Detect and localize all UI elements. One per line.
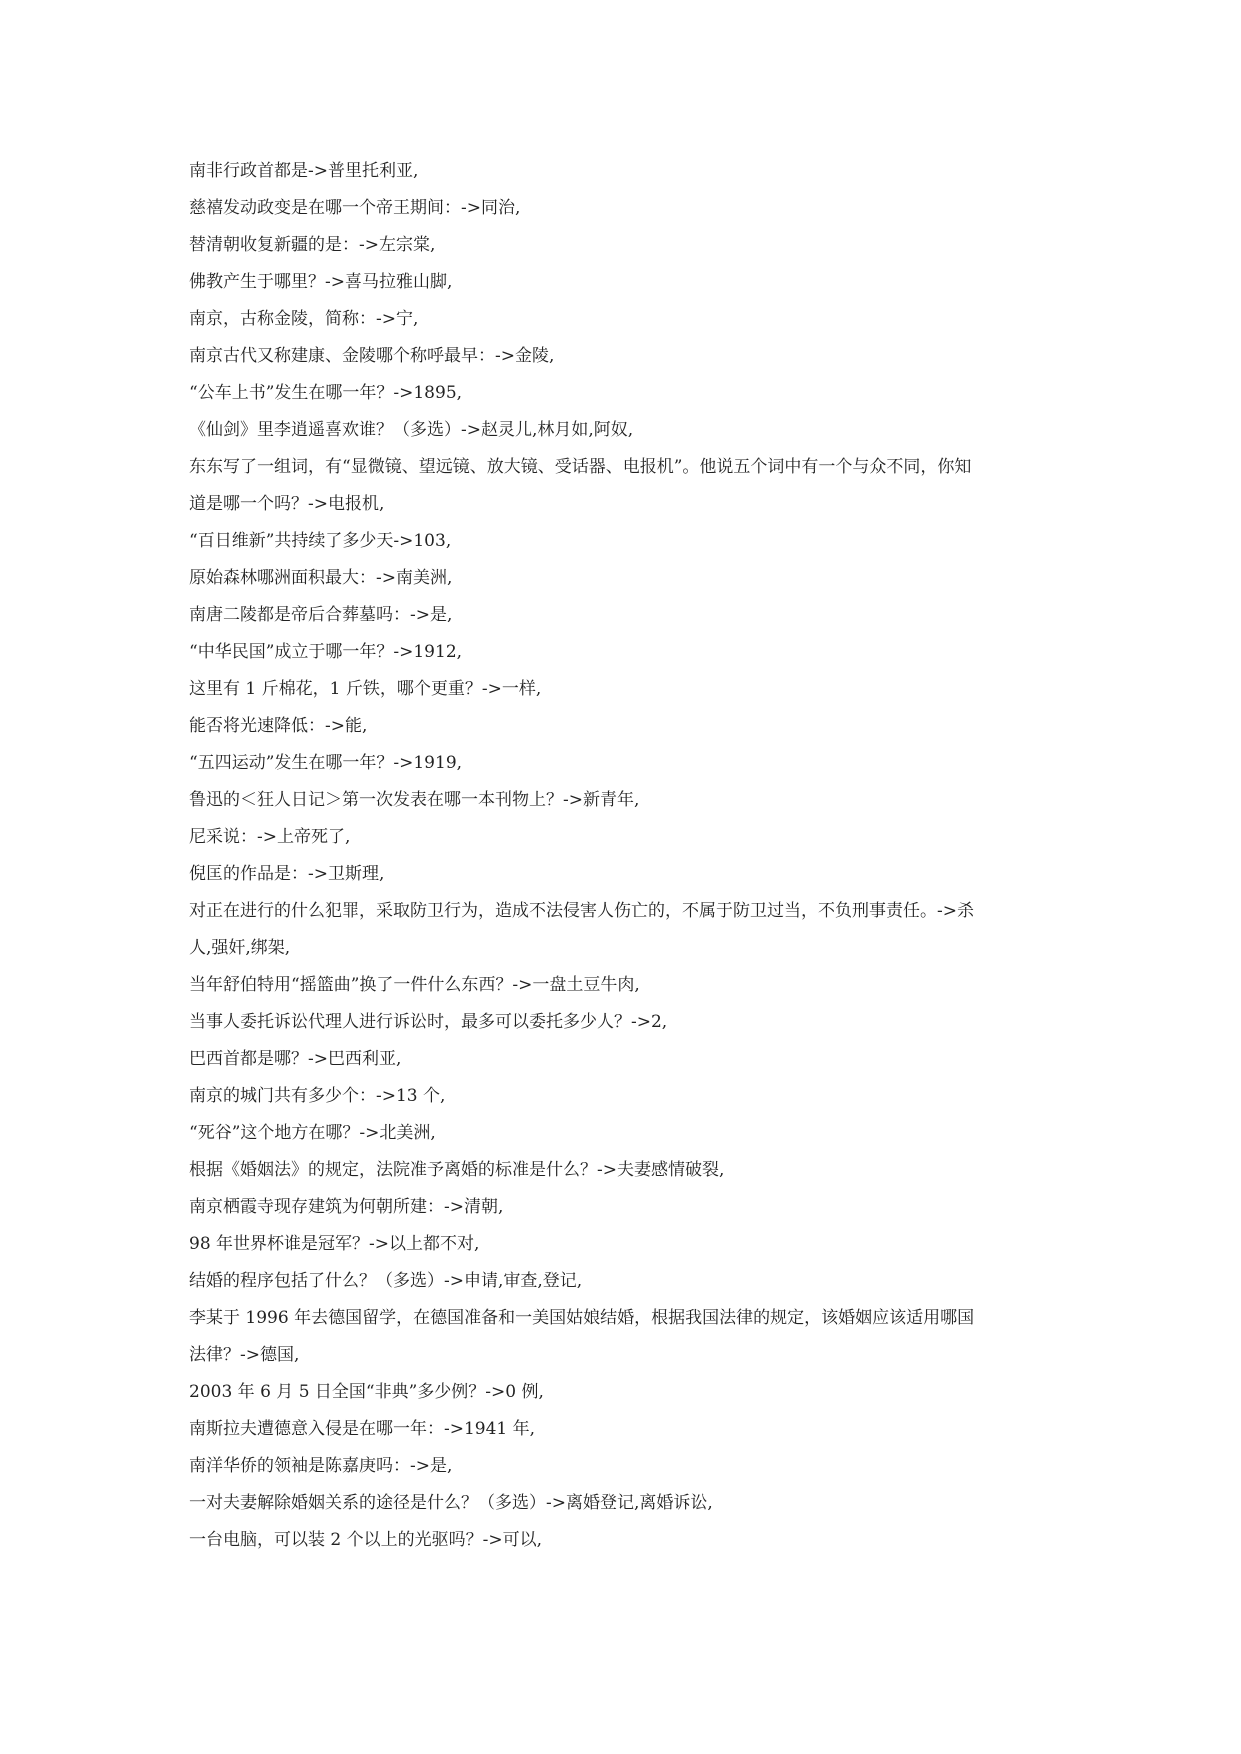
text-line: 能否将光速降低：->能, (189, 716, 368, 736)
text-line: 南京古代又称建康、金陵哪个称呼最早：->金陵, (189, 346, 555, 366)
text-line: 这里有 1 斤棉花，1 斤铁，哪个更重？->一样, (189, 679, 542, 699)
text-line: “百日维新”共持续了多少天->103, (189, 531, 452, 551)
text-line: 一对夫妻解除婚姻关系的途径是什么？（多选）->离婚登记,离婚诉讼, (189, 1493, 713, 1513)
text-line: 倪匡的作品是：->卫斯理, (189, 864, 385, 884)
text-line: 法律？->德国, (189, 1345, 300, 1365)
text-line: 南非行政首都是->普里托利亚, (189, 161, 419, 181)
text-line: 对正在进行的什么犯罪，采取防卫行为，造成不法侵害人伤亡的，不属于防卫过当，不负刑事责任。->杀 (189, 901, 974, 921)
text-line: 南洋华侨的领袖是陈嘉庚吗：->是, (189, 1456, 453, 1476)
text-line: 人,强奸,绑架, (189, 938, 291, 958)
text-line: 鲁迅的＜狂人日记＞第一次发表在哪一本刊物上？->新青年, (189, 790, 640, 810)
text-line: 尼采说：->上帝死了, (189, 827, 351, 847)
text-line: 一台电脑，可以装 2 个以上的光驱吗？->可以, (189, 1530, 543, 1550)
text-line: 替清朝收复新疆的是：->左宗棠, (189, 235, 436, 255)
text-line: 2003 年 6 月 5 日全国“非典”多少例？->0 例, (189, 1382, 544, 1402)
text-line: 结婚的程序包括了什么？（多选）->申请,审查,登记, (189, 1271, 583, 1291)
quiz-text-body (189, 153, 1055, 1559)
text-line: 当事人委托诉讼代理人进行诉讼时，最多可以委托多少人？->2, (189, 1012, 668, 1032)
text-line: 南京，古称金陵，简称：->宁, (189, 309, 419, 329)
text-line: 慈禧发动政变是在哪一个帝王期间：->同治, (189, 198, 521, 218)
text-line: 《仙剑》里李逍遥喜欢谁？（多选）->赵灵儿,林月如,阿奴, (189, 420, 634, 440)
text-line: 东东写了一组词，有“显微镜、望远镜、放大镜、受话器、电报机”。他说五个词中有一个与众不同，你知 (189, 457, 972, 477)
text-line: “公车上书”发生在哪一年？->1895, (189, 383, 463, 403)
text-line: 南斯拉夫遭德意入侵是在哪一年：->1941 年, (189, 1419, 536, 1439)
text-line: 当年舒伯特用“摇篮曲”换了一件什么东西？->一盘土豆牛肉, (189, 975, 640, 995)
text-line: “五四运动”发生在哪一年？->1919, (189, 753, 463, 773)
text-line: 南京的城门共有多少个：->13 个, (189, 1086, 446, 1106)
text-line: 南唐二陵都是帝后合葬墓吗：->是, (189, 605, 453, 625)
text-line: 根据《婚姻法》的规定，法院准予离婚的标准是什么？->夫妻感情破裂, (189, 1160, 725, 1180)
text-line: 佛教产生于哪里？->喜马拉雅山脚, (189, 272, 453, 292)
text-line: 98 年世界杯谁是冠军？->以上都不对, (189, 1234, 480, 1254)
text-line: 道是哪一个吗？->电报机, (189, 494, 385, 514)
text-line: 原始森林哪洲面积最大：->南美洲, (189, 568, 453, 588)
text-line: “死谷”这个地方在哪？->北美洲, (189, 1123, 436, 1143)
text-line: 李某于 1996 年去德国留学，在德国准备和一美国姑娘结婚，根据我国法律的规定，该婚姻应该适用哪国 (189, 1308, 975, 1328)
text-line: 南京栖霞寺现存建筑为何朝所建：->清朝, (189, 1197, 504, 1217)
text-line: 巴西首都是哪？->巴西利亚, (189, 1049, 402, 1069)
text-line: “中华民国”成立于哪一年？->1912, (189, 642, 463, 662)
